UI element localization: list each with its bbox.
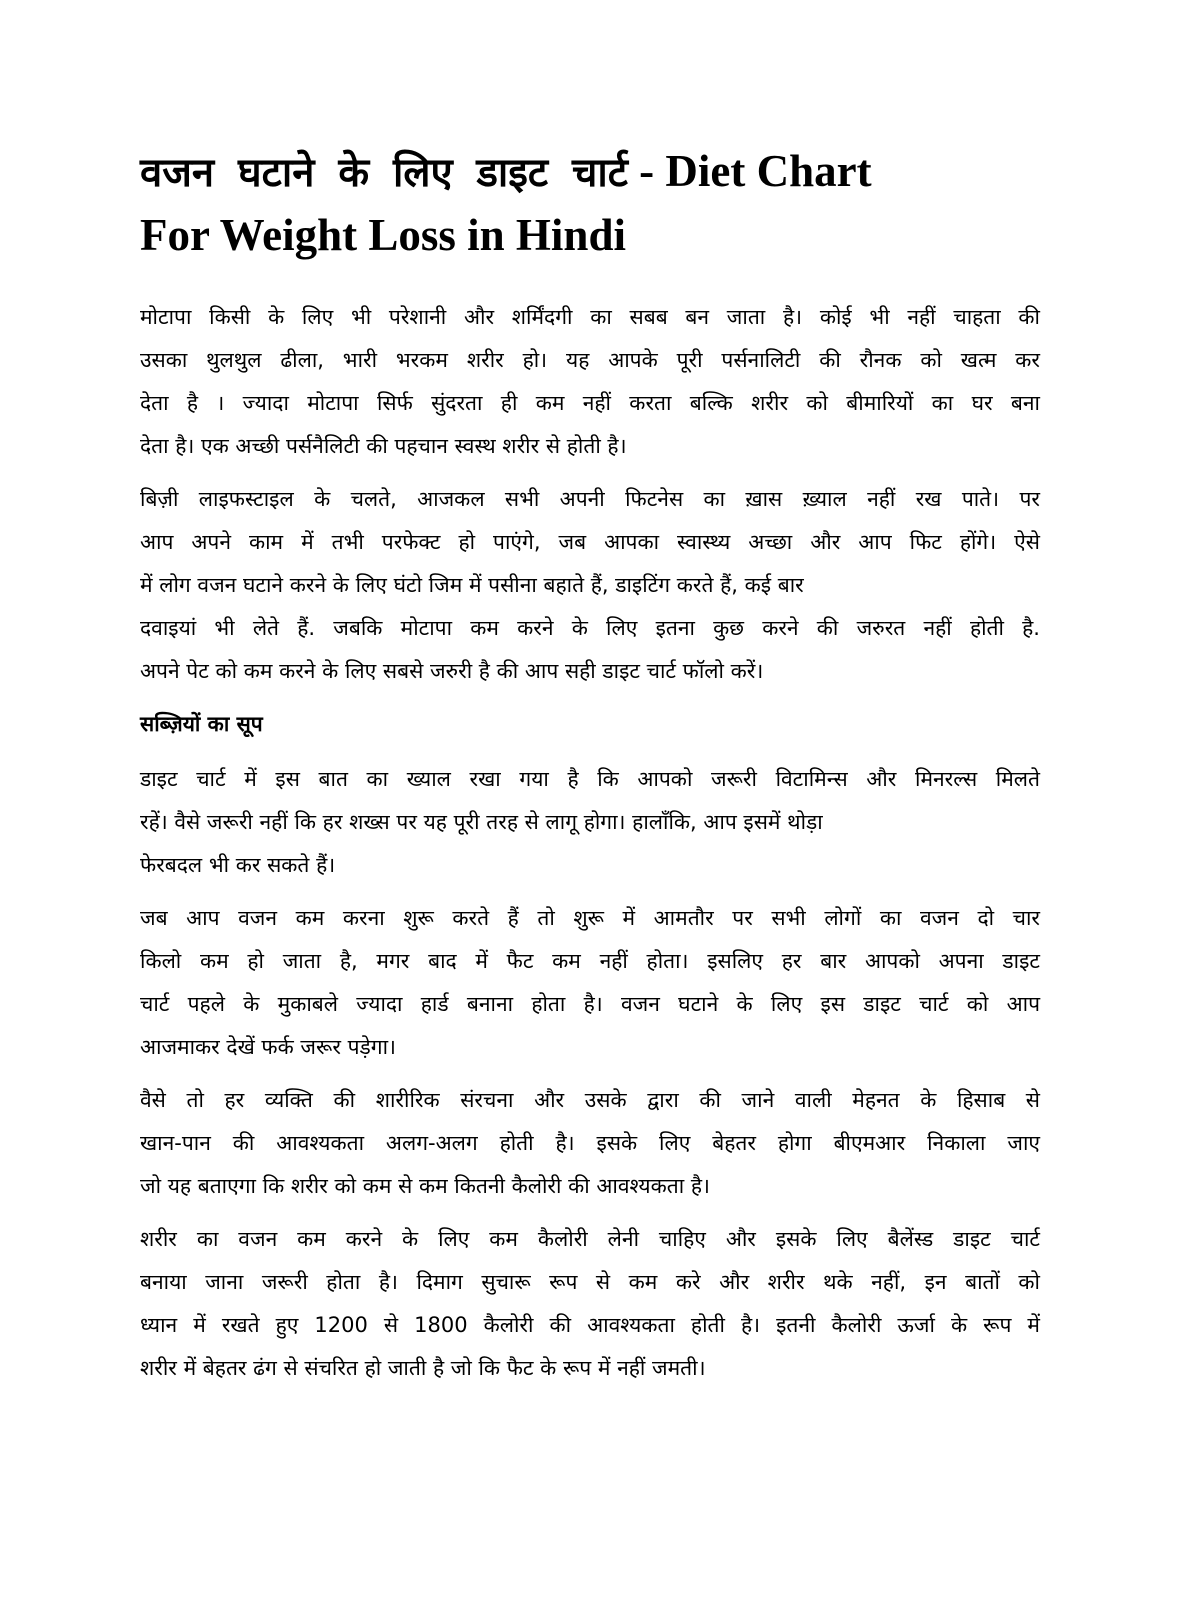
text-line: बिज़ी लाइफस्टाइल के चलते, आजकल सभी अपनी फिटनेस का ख़ास ख़्याल नहीं रख पाते। पर — [140, 487, 1040, 511]
text-line: अपने पेट को कम करने के लिए सबसे जरुरी है की आप सही डाइट चार्ट फॉलो करें। — [140, 659, 764, 683]
section-paragraph-2 — [140, 897, 1040, 1069]
title-line-2: For Weight Loss in Hindi — [140, 210, 626, 260]
text-line: देता है । ज्यादा मोटापा सिर्फ सुंदरता ही कम नहीं करता बल्कि शरीर को बीमारियों का घर बना — [140, 391, 1040, 415]
text-line: चार्ट पहले के मुकाबले ज्यादा हार्ड बनाना होता है। वजन घटाने के लिए इस डाइट चार्ट को आप — [140, 992, 1040, 1016]
page-title — [140, 140, 1040, 266]
text-line: किलो कम हो जाता है, मगर बाद में फैट कम नहीं होता। इसलिए हर बार आपको अपना डाइट — [140, 949, 1040, 973]
text-line: खान-पान की आवश्यकता अलग-अलग होती है। इसके लिए बेहतर होगा बीएमआर निकाला जाए — [140, 1131, 1040, 1155]
text-line: रहें। वैसे जरूरी नहीं कि हर शख्स पर यह पूरी तरह से लागू होगा। हालाँकि, आप इसमें थोड़ा — [140, 810, 823, 834]
text-line: वैसे तो हर व्यक्ति की शारीरिक संरचना और उसके द्वारा की जाने वाली मेहनत के हिसाब से — [140, 1088, 1040, 1112]
text-line: ध्यान में रखते हुए 1200 से 1800 कैलोरी की आवश्यकता होती है। इतनी कैलोरी ऊर्जा के रूप में — [140, 1313, 1040, 1337]
text-line: मोटापा किसी के लिए भी परेशानी और शर्मिंदगी का सबब बन जाता है। कोई भी नहीं चाहता की — [140, 305, 1040, 329]
text-line: बनाया जाना जरूरी होता है। दिमाग सुचारू रूप से कम करे और शरीर थके नहीं, इन बातों को — [140, 1270, 1040, 1294]
intro-paragraph-1 — [140, 296, 1040, 468]
text-line: उसका थुलथुल ढीला, भारी भरकम शरीर हो। यह आपके पूरी पर्सनालिटी की रौनक को खत्म कर — [140, 348, 1040, 372]
text-line: शरीर का वजन कम करने के लिए कम कैलोरी लेनी चाहिए और इसके लिए बैलेंस्ड डाइट चार्ट — [140, 1227, 1040, 1251]
text-line: दवाइयां भी लेते हैं. जबकि मोटापा कम करने के लिए इतना कुछ करने की जरुरत नहीं होती है. — [140, 616, 1040, 640]
text-line: शरीर में बेहतर ढंग से संचरित हो जाती है जो कि फैट के रूप में नहीं जमती। — [140, 1356, 706, 1380]
text-line: डाइट चार्ट में इस बात का ख्याल रखा गया है कि आपको जरूरी विटामिन्स और मिनरल्स मिलते — [140, 767, 1040, 791]
title-hindi: वजन घटाने के लिए डाइट चार्ट — [140, 150, 628, 196]
text-line: आजमाकर देखें फर्क जरूर पड़ेगा। — [140, 1035, 396, 1059]
section-heading: सब्ज़ियों का सूप — [140, 712, 263, 736]
intro-paragraph-2 — [140, 478, 1040, 693]
section-paragraph-3 — [140, 1079, 1040, 1208]
text-line: आप अपने काम में तभी परफेक्ट हो पाएंगे, जब आपका स्वास्थ्य अच्छा और आप फिट होंगे। ऐसे — [140, 530, 1040, 554]
text-line: फेरबदल भी कर सकते हैं। — [140, 853, 336, 877]
text-line: जो यह बताएगा कि शरीर को कम से कम कितनी कैलोरी की आवश्यकता है। — [140, 1174, 710, 1198]
title-english: - Diet Chart — [627, 146, 872, 196]
text-line: जब आप वजन कम करना शुरू करते हैं तो शुरू में आमतौर पर सभी लोगों का वजन दो चार — [140, 906, 1040, 930]
section-paragraph-4 — [140, 1218, 1040, 1390]
text-line: में लोग वजन घटाने करने के लिए घंटो जिम में पसीना बहाते हैं, डाइटिंग करते हैं, कई बार — [140, 573, 804, 597]
text-line: देता है। एक अच्छी पर्सनैलिटी की पहचान स्वस्थ शरीर से होती है। — [140, 434, 627, 458]
document-page — [140, 140, 1040, 1400]
title-line-1 — [140, 140, 1040, 204]
section-paragraph-1 — [140, 758, 1040, 887]
